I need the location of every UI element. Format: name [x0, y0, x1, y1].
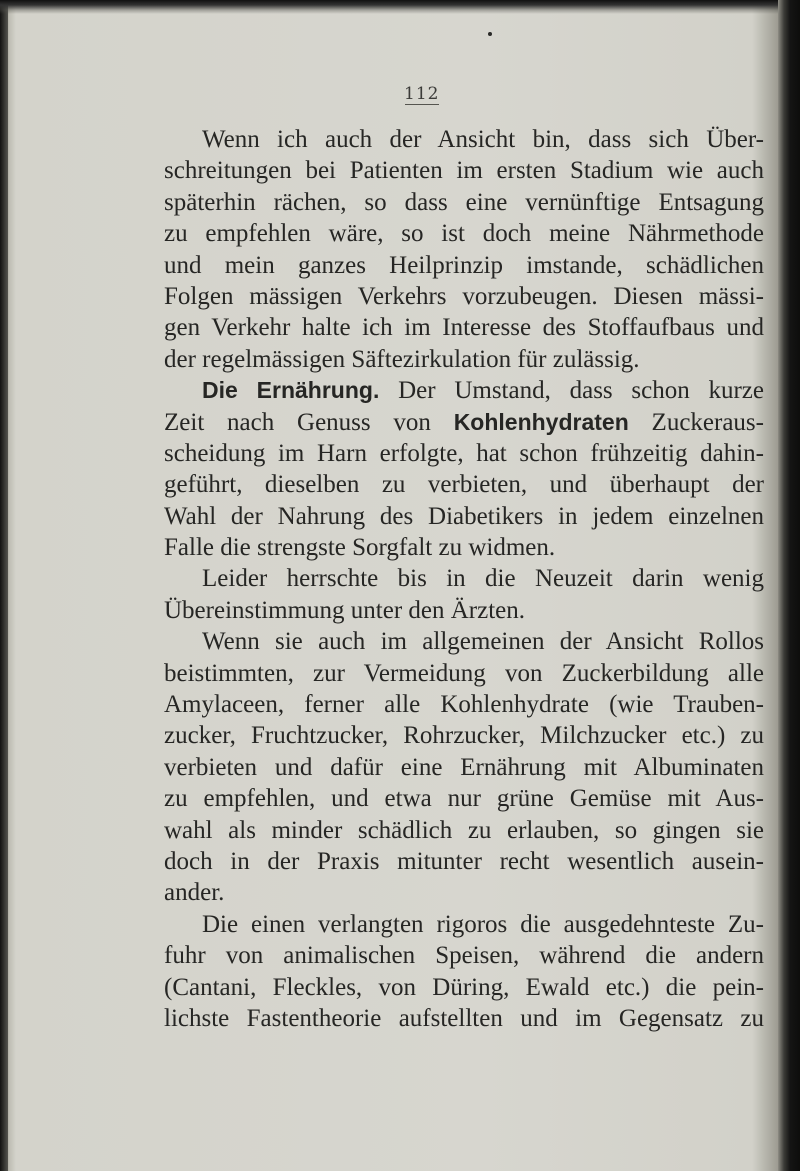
text-line: Wahl der Nahrung des Diabetikers in jedem einzelnen — [164, 502, 764, 530]
top-edge-shadow — [0, 0, 800, 14]
text-fragment: Zuckeraus- — [651, 408, 764, 436]
text-line: späterhin rächen, so dass eine vernünftige Entsagung — [164, 188, 764, 216]
page-number: 112 — [404, 84, 440, 104]
text-line: lichste Fastentheorie aufstellten und im Gegensatz zu — [164, 1004, 764, 1032]
text-line: gen Verkehr halte ich im Interesse des Stoffaufbaus und — [164, 314, 764, 342]
text-line: Falle die strengste Sorgfalt zu widmen. — [164, 534, 556, 562]
text-line: geführt, dieselben zu verbieten, und überhaupt der — [164, 471, 764, 499]
text-line: zu empfehlen wäre, so ist doch meine Nährmethode — [164, 220, 764, 248]
page-edge — [778, 0, 800, 1171]
text-line: wahl als minder schädlich zu erlauben, so gingen sie — [164, 816, 764, 844]
text-line: Wenn sie auch im allgemeinen der Ansicht Rollos — [202, 628, 764, 656]
text-line — [164, 407, 764, 438]
text-line: der regelmässigen Säftezirkulation für zulässig. — [164, 345, 640, 373]
text-line: beistimmten, zur Vermeidung von Zuckerbildung alle — [164, 659, 764, 687]
text-line: verbieten und dafür eine Ernährung mit Albuminaten — [164, 753, 764, 781]
ink-speck — [488, 32, 492, 36]
body-text — [164, 124, 764, 1034]
text-fragment: Zeit nach Genuss von — [164, 408, 431, 436]
section-heading: Die Ernährung. — [202, 377, 380, 404]
text-line: Amylaceen, ferner alle Kohlenhydrate (wie Trauben- — [164, 691, 764, 719]
page-number-rule — [405, 104, 439, 105]
text-line: ander. — [164, 879, 225, 907]
text-line: Die einen verlangten rigoros die ausgedehnteste Zu- — [202, 910, 764, 938]
text-fragment: Der Umstand, dass schon kurze — [398, 377, 764, 405]
text-line: Übereinstimmung unter den Ärzten. — [164, 596, 526, 624]
text-line: (Cantani, Fleckles, von Düring, Ewald etc.) die pein- — [164, 973, 764, 1001]
section-heading-line — [164, 375, 764, 406]
text-line: zu empfehlen, und etwa nur grüne Gemüse mit Aus- — [164, 785, 764, 813]
text-line: Wenn ich auch der Ansicht bin, dass sich Über- — [202, 126, 764, 153]
text-line: fuhr von animalischen Speisen, während die andern — [164, 942, 764, 970]
text-line: Leider herrschte bis in die Neuzeit darin wenig — [202, 565, 764, 593]
text-line: schreitungen bei Patienten im ersten Stadium wie auch — [164, 157, 764, 185]
text-line: doch in der Praxis mitunter recht wesentlich ausein- — [164, 847, 764, 875]
binding-shadow — [0, 0, 8, 1171]
bold-term: Kohlenhydraten — [453, 408, 629, 435]
text-line: Folgen mässigen Verkehrs vorzubeugen. Diesen mässi- — [164, 282, 764, 310]
text-line: scheidung im Harn erfolgte, hat schon frühzeitig dahin- — [164, 439, 764, 467]
text-line: und mein ganzes Heilprinzip imstande, schädlichen — [164, 251, 764, 279]
text-line: zucker, Fruchtzucker, Rohrzucker, Milchzucker etc.) zu — [164, 722, 764, 750]
